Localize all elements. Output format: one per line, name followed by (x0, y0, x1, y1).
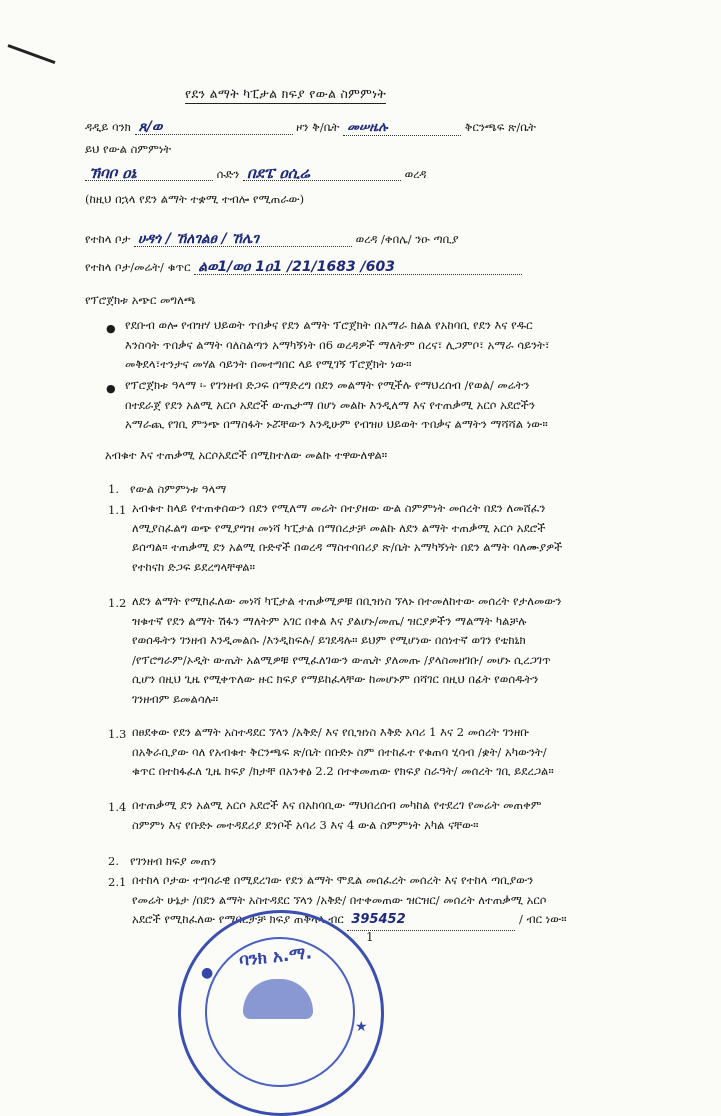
section-1-number: 1. (108, 482, 119, 496)
para-line: በአቅራቢያው ባለ የአብቁተ ቅርንጫፍ ጽ/ቤት በቡድኑ ስም በተከፈተ የቁጠባ ሂሳብ /ቋት/ አካውንት/ (132, 744, 547, 759)
para-2-1-number: 2.1 (108, 875, 127, 889)
para-line: ዝቁተኛ የደን ልማት ሽፋን ማለትም አገር በቀል እና ያልሆኑ/መጤ/ ዝርያዎችን ማልማት ካልቻሉ (132, 613, 527, 628)
agreement-line: አብቁተ እና ተጠቃሚ አርሶአደሮች በሚከተለው መልኩ ተዋውለዋል። (105, 448, 388, 462)
section-2-title: የገንዘብ ክፍያ መጠን (129, 854, 217, 868)
para-line: ለሚያስፈልግ ወጭ የሚያግዝ መነሻ ካፒታል በማበረታቻ መልኩ ለደን ልማት ተጠቃሚ አርሶ አደሮች (132, 520, 546, 535)
location-value-2: ልወ1/ወዐ 1ዐ1 /21/1683 /603 (194, 260, 522, 275)
location-value-1: ሀዳጎ / ኸለገልፀ / ኸሌገ (134, 232, 352, 247)
location-label-2: የተከላ ቦታ/መሬት/ ቁጥር (85, 260, 191, 274)
para-line: የመሬት ሁኔታ /በደን ልማት አስተዳደር ኘላን /አቅድ/ በተቀመጠው ዝርዝር/ መሰረት ለተጠቃሚ አርሶ (132, 892, 547, 907)
section-2-number: 2. (108, 854, 119, 868)
para-1-4 (132, 796, 697, 835)
section-2-heading (108, 854, 216, 868)
para-line: ለደን ልማት የሚከፈለው መነሻ ካፒታል ተጠቃሚዎቹ በቢዝነስ ኘላኑ በተመለከተው መሰረት የታለመውን (132, 594, 562, 608)
zone-line (85, 166, 426, 181)
woreda-label: ወረዳ (404, 167, 427, 181)
contract-line: ይህ የውል ስምምነት (85, 142, 172, 156)
para-line: የወሰዱትን ገንዘብ እንዲመልሱ /እንዲከፍሉ/ ይገደዳሉ። ይህም የሚሆነው በሰነተኛ ወገን የቴክኒክ (132, 633, 526, 647)
para-line: አብቁተ ከላይ የተጠቀሰውን በደን የሚለማ መሬት በተያዘው ውል ስምምነት መሰረት በደን ለመሸፈን (132, 501, 546, 515)
location-suffix-1: ወረዳ /ቀበሌ/ ንዑ ጣቢያ (355, 232, 459, 246)
branch-value: መሠዜሉ (343, 121, 461, 136)
para-1-2 (132, 592, 697, 709)
branch-suffix: ቅርንጫፍ ጽ/ቤት (464, 120, 536, 134)
stamp-text: ባንክ አ.ማ. (238, 943, 313, 971)
para-line: ሲሆን በዚህ ጊዜ የሚቀጥለው ዙር ክፍያ የማይከፈላቸው ከመሆኑም በሻገር በዚህ በፊት የወሰዱትን (132, 672, 539, 686)
para-line: ስምምነ እና የቡድኑ መተዳደሪያ ደንቦች አባሪ 3 እና 4 ውል ስምምነት አካል ናቸው። (132, 817, 479, 832)
bank-label: ዳዲይ ባንክ (85, 120, 131, 134)
amount-suffix: / ብር ነው። (519, 912, 567, 926)
para-line: በፀደቀው የደን ልማት አስተዳደር ኘላን /አቅድ/ እና የቢዝነስ እቅድ አባሪ 1 እና 2 መሰረት ገንዘቡ (132, 725, 530, 739)
bank-value: ጸ/ወ (135, 120, 293, 135)
para-line: የተከናከ ድጋፍ ይደረግላቸዋል። (132, 559, 255, 574)
woreda-value: በደፔ ዐሲሬ (243, 166, 401, 181)
amount-value: 395452 (347, 910, 515, 931)
section-1-heading (108, 482, 226, 496)
para-line: ገንዘብም ይመልሳሉ። (132, 691, 219, 706)
para-line: /የፕሮግራም/ኦዲት ውጤት አልሚዎቹ የሚፈለገውን ውጤት ያለመጡ /ያላስመዘገቡ/ መሆኑ ሲረጋገጥ (132, 652, 551, 667)
pen-mark (7, 44, 55, 64)
intro-note: (ከዚህ በኋላ የደን ልማት ተቋሚ ተብሎ የሚጠራው) (85, 192, 305, 206)
para-1-2-number: 1.2 (108, 596, 127, 610)
para-line: ቁጥር በተከፋፈለ ጊዜ ክፍያ /ክታቸ በአንቀፅ 2.2 በተቀመጠው የክፍያ ስራዓት/ መሰረት ገቢ ይደረጋል። (132, 764, 554, 778)
sub-label: ሱድን (216, 167, 240, 181)
para-line: በተከላ ቦታው ተግባራዊ በሚደረገው የደን ልማት ሞዴል መሰፈረት መሰረት እና የተከላ ጣቢያውን (132, 873, 534, 887)
bullet-2 (125, 376, 695, 435)
para-1-1 (132, 499, 697, 577)
para-line: በተጠቃሚ ደን አልሚ አርሶ አደሮች እና በአከባቢው ማህበረሰብ መካከል የተደረገ የመሬት መጠቀም (132, 798, 542, 812)
bullet-2-line: በተደራጀ የደን አልሚ አርሶ አደሮች ውጤታማ በሆነ መልኩ እንዲለማ እና የተጠቃሚ አርሶ አደሮችን (125, 397, 535, 412)
bullet-marker: ● (106, 322, 116, 335)
bullet-2-line: አማራጪ የገቢ ምንጭ በማስፋት ኑሯቸውን እንዲሁም የብዝሀ ህይወት ጥበቃና ልማትን ማሻሻል ነው። (125, 417, 548, 431)
branch-label: ዞን ቅ/ቤት (296, 120, 340, 134)
para-line: ይሰጣል። ተጠቃሚ ደን አልሚ ቡድኖች በወረዳ ማስተባበሪያ ጽ/ቤት አማካኝነት በደን ልማት ባለሙያዎች (132, 540, 563, 554)
bullet-1-line: እንስሳት ጥበቃና ልማት ባለስልጣን አማካኝነት በ6 ወረዳዎች ማለትም በረና፣ ሊጋምቦ፣ አማራ ሳይንት፣ (125, 337, 550, 352)
para-1-3-number: 1.3 (108, 727, 127, 741)
bullet-1-line: የደቡብ ወሎ የብዝሃ ህይወት ጥበቃና የደን ልማት ፕሮጀክት በአማራ ክልል የአከባቢ የደን እና የዱር (125, 318, 533, 332)
stamp-dot-icon: ● (201, 965, 214, 981)
para-1-1-number: 1.1 (108, 503, 127, 517)
amount-label: አደሮች የሚከፈለው የማበረታቻ ክፍያ ጠቅላላ ብር (132, 912, 344, 926)
summary-heading: የፕሮጀክቱ አጭር መግለጫ (85, 293, 196, 307)
bank-stamp (178, 910, 384, 1116)
document-title: የደን ልማት ካፒታል ክፍያ የውል ስምምነት (185, 86, 386, 104)
location-line-2 (85, 260, 522, 275)
bullet-1-line: መቅደላ፣ተንታና መሃል ሳይንት በመተግበር ላይ የሚገኝ ፕሮጀክት ነው። (125, 357, 412, 371)
location-label-1: የተከላ ቦታ (85, 232, 131, 246)
page-number: 1 (366, 930, 374, 944)
bullet-1 (125, 316, 695, 375)
para-1-4-number: 1.4 (108, 800, 127, 814)
zone-value: ኽባቦ ዐኔ (85, 166, 213, 181)
section-1-title: የውል ስምምነቱ ዓላማ (129, 482, 227, 496)
stamp-star-icon: ★ (355, 1019, 368, 1035)
bullet-marker: ● (106, 382, 116, 395)
para-1-3 (132, 723, 697, 782)
para-2-1 (132, 871, 697, 931)
bullet-2-line: የፕሮጀክቱ ዓላማ ፡- የገንዘብ ድጋፍ በማድረግ በደን መልማት የሚችሉ የማህረሰብ /የወል/ መሬትን (125, 378, 530, 392)
para-line-amount (132, 910, 697, 931)
bank-line (85, 120, 536, 136)
location-line-1 (85, 232, 459, 247)
